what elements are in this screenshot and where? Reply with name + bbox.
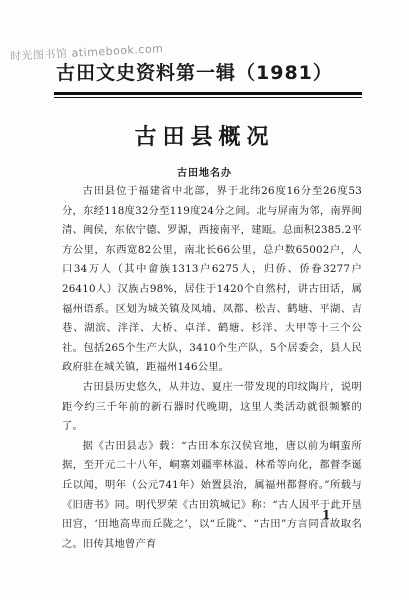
page-mark: 1	[322, 508, 331, 522]
watermark-text: 时光图书馆 atimebook.com	[9, 41, 164, 64]
article-body	[62, 182, 362, 554]
paragraph-county-records: 据《古田县志》载：“古田本东汉侯官地，唐以前为峒蛮所据，至开元二十八年，峒寨刘疆率林溢、林希等向化，都督李诞丘以闻，明年（公元741年）始置县治，属福州都督府。”所载与《旧唐书》同。明代罗荣《古田筑城记》称：“古人因平于此开垦田宫，‘田地高卑而丘陇之’，以“丘陇”、“古田”方言同音故取名之。旧传其地曾产育	[62, 439, 362, 550]
article-author: 古田地名办	[177, 168, 232, 179]
paragraph-history: 古田县历史悠久，从井边、夏庄一带发现的印纹陶片，说明距今约三千年前的新石器时代晚期，这里人类活动就很频繁的了。	[62, 380, 362, 433]
paragraph-geography: 古田县位于福建省中北部，界于北纬26度16分至26度53分，东经118度32分至119度24分之间。北与屏南为邻，南界闽清、闽侯，东依宁德、罗源，西接南平，建瓯。总面积2385.2平方公里，东西宽82公里，南北长66公里，总户数65002户，人口34万人（其中畲族1313户6275人，归侨、侨眷3277户26410人）汉族占98%，居住于1420个自然村，讲古田话，属福州语系。区划为城关镇及凤埔、凤都、松吉、鹤塘、平湖、吉巷、湖滨、泮洋、大桥、卓洋、鹤塘、杉洋、大甲等十三个公社。包括265个生产大队，3410个生产队，5个居委会，县人民政府驻在城关镇，距福州146公里。	[62, 185, 362, 374]
series-title: 古田文史资料第一辑（1981）	[56, 62, 333, 84]
title-rule-thick	[54, 92, 362, 95]
article-title: 古田县概况	[134, 125, 275, 150]
title-rule-thin	[54, 97, 362, 98]
